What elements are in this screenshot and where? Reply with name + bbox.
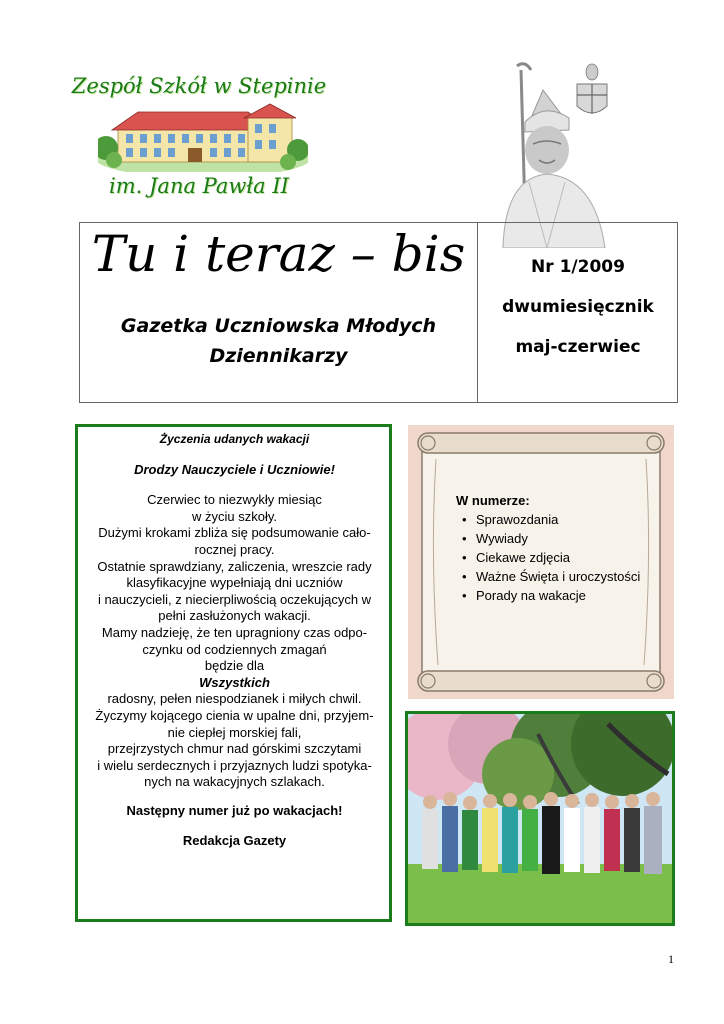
- article-line: rocznej pracy.: [194, 541, 275, 557]
- article-body: [86, 492, 383, 791]
- article-line: Czerwiec to niezwykły miesiąc: [147, 492, 322, 508]
- article-line: nych na wakacyjnych szlakach.: [144, 774, 325, 790]
- page-number: 1: [668, 952, 674, 966]
- contents-item: • Porady na wakacje: [476, 586, 666, 605]
- article-signature: Redakcja Gazety: [182, 833, 287, 849]
- article-line: będzie dla: [204, 658, 265, 674]
- article-title: Życzenia udanych wakacji: [159, 432, 310, 446]
- contents-scroll: [408, 425, 674, 699]
- subtitle-line: Dziennikarzy: [209, 345, 348, 367]
- article-line: Dużymi krokami zbliża się podsumowanie cało-: [98, 525, 371, 541]
- contents-heading: W numerze:: [456, 493, 530, 508]
- school-logo: [58, 70, 340, 200]
- contents-item: • Ciekawe zdjęcia: [476, 548, 666, 567]
- next-issue-note: Następny numer już po wakacjach!: [126, 802, 343, 818]
- article-line: i nauczycieli, z niecierpliwością oczekujących w: [97, 591, 372, 607]
- newspaper-title: Tu i teraz – bis: [91, 225, 466, 283]
- wishes-article: [75, 424, 392, 922]
- article-line: i wielu serdecznych i przyjaznych ludzi spotyka-: [97, 757, 372, 773]
- contents-list: [456, 491, 666, 605]
- school-building-illustration: [98, 100, 308, 172]
- school-name: Zespół Szkół w Stepinie: [71, 74, 327, 98]
- article-line: Ostatnie sprawdziany, zaliczenia, wreszcie rady: [97, 558, 372, 574]
- article-emphasis: Wszystkich: [199, 674, 270, 690]
- contents-item: • Ważne Święta i uroczystości: [476, 567, 666, 586]
- newspaper-subtitle: [90, 311, 467, 371]
- contents-item: • Wywiady: [476, 529, 666, 548]
- article-line: Życzymy kojącego cienia w upalne dni, przyjem-: [95, 707, 374, 723]
- article-line: Mamy nadzieję, że ten upragniony czas odpo-: [101, 624, 368, 640]
- article-line: radosny, pełen niespodzianek i miłych chwil.: [107, 691, 362, 707]
- article-line: w życiu szkoły.: [192, 508, 277, 524]
- article-line: nie ciepłej morskiej fali,: [167, 724, 302, 740]
- article-greeting: Drodzy Nauczyciele i Uczniowie!: [134, 461, 335, 477]
- article-line: klasyfikacyjne wypełniają dni uczniów: [126, 575, 343, 591]
- issue-frequency: dwumiesięcznik: [502, 297, 654, 317]
- student-group-photo: [405, 711, 675, 926]
- contents-item: • Sprawozdania: [476, 510, 666, 529]
- article-line: czynku od codziennych zmagań: [142, 641, 327, 657]
- pope-john-paul-ii-photo: [485, 62, 625, 248]
- school-patron: im. Jana Pawła II: [109, 174, 289, 198]
- subtitle-line: Gazetka Uczniowska Młodych: [120, 315, 437, 337]
- issue-number: Nr 1/2009: [531, 257, 625, 277]
- article-line: przejrzystych chmur nad górskimi szczytami: [107, 741, 362, 757]
- group-photo-image: [408, 714, 672, 923]
- masthead: [79, 222, 678, 403]
- issue-months: maj-czerwiec: [515, 337, 641, 357]
- article-line: pełni zasłużonych wakacji.: [158, 608, 311, 624]
